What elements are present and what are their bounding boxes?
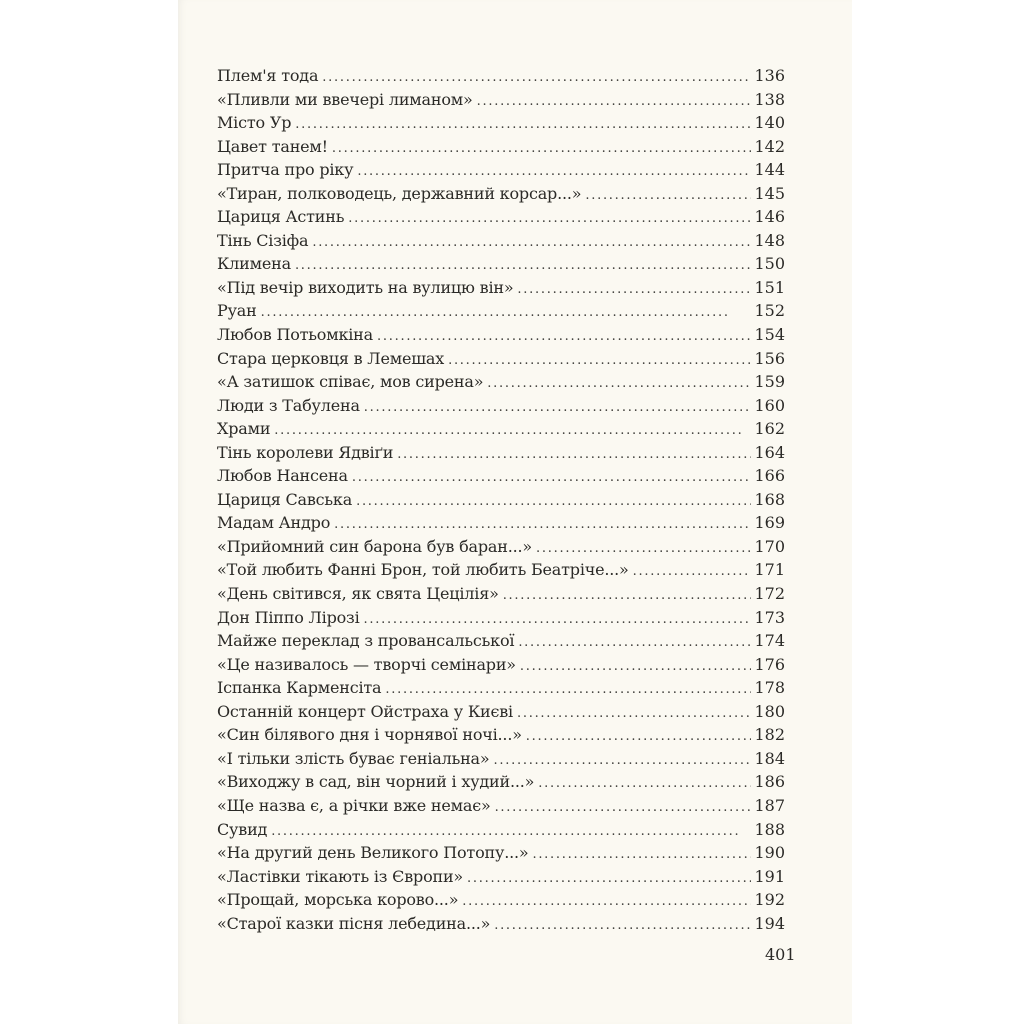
- toc-entry-page: 178: [754, 678, 785, 698]
- toc-entry: [217, 111, 785, 135]
- toc-entry: [217, 64, 785, 88]
- dot-leader: [385, 678, 751, 700]
- page-number: 401: [765, 945, 796, 964]
- toc-entry: [217, 865, 785, 889]
- dot-leader: [494, 749, 752, 771]
- dot-leader: [532, 843, 751, 865]
- toc-entry-page: 192: [754, 890, 785, 910]
- toc-entry-page: 176: [754, 654, 785, 674]
- dot-leader: [495, 796, 752, 818]
- toc-entry: [217, 888, 785, 912]
- toc-entry-title: «Під вечір виходить на вулицю він»: [217, 277, 514, 297]
- toc-entry-page: 164: [754, 442, 785, 462]
- toc-entry-title: «Тиран, полководець, державний корсар...»: [217, 183, 582, 203]
- toc-entry-page: 182: [754, 725, 785, 745]
- toc-entry: [217, 912, 785, 936]
- toc-entry-title: «На другий день Великого Потопу...»: [217, 843, 529, 863]
- toc-entry-title: Сувид: [217, 819, 268, 839]
- toc-entry: [217, 441, 785, 465]
- toc-entry: [217, 205, 785, 229]
- toc-entry: [217, 488, 785, 512]
- toc-entry: [217, 464, 785, 488]
- toc-entry-title: Люди з Табулена: [217, 395, 360, 415]
- toc-entry-page: 171: [754, 560, 785, 580]
- toc-entry-page: 184: [754, 748, 785, 768]
- dot-leader: [467, 867, 751, 889]
- toc-entry: [217, 606, 785, 630]
- toc-entry-page: 187: [754, 795, 785, 815]
- toc-entry-page: 145: [754, 183, 785, 203]
- toc-entry-title: «Син білявого дня і чорнявої ночі...»: [217, 725, 522, 745]
- toc-entry-page: 162: [754, 419, 785, 439]
- dot-leader: [364, 396, 752, 418]
- dot-leader: [477, 90, 752, 112]
- toc-entry-title: «Прийомний син барона був баран...»: [217, 536, 532, 556]
- toc-entry: [217, 370, 785, 394]
- toc-entry: [217, 511, 785, 535]
- toc-entry-page: 138: [754, 89, 785, 109]
- toc-entry-page: 172: [754, 584, 785, 604]
- toc-entry-page: 146: [754, 207, 785, 227]
- toc-entry-title: Мадам Андро: [217, 513, 331, 533]
- toc-entry: [217, 347, 785, 371]
- toc-entry-title: Майже переклад з провансальської: [217, 631, 515, 651]
- toc-entry-title: Плем'я тода: [217, 66, 319, 85]
- toc-entry: [217, 723, 785, 747]
- toc-entry-page: 150: [754, 254, 785, 274]
- toc-entry-title: Климена: [217, 254, 291, 274]
- toc-entry: [217, 653, 785, 677]
- toc-entry-page: 156: [754, 348, 785, 368]
- toc-entry-title: «А затишок співає, мов сирена»: [217, 372, 484, 392]
- toc-entry: [217, 535, 785, 559]
- toc-entry-title: «І тільки злість буває геніальна»: [217, 748, 490, 768]
- toc-entry: [217, 229, 785, 253]
- toc-entry-page: 152: [754, 301, 785, 321]
- toc-entry-title: Храми: [217, 419, 271, 439]
- toc-entry: [217, 299, 785, 323]
- toc-entry: [217, 747, 785, 771]
- dot-leader: [348, 207, 751, 229]
- toc-entry-title: Тінь королеви Ядвіґи: [217, 442, 394, 462]
- dot-leader: [261, 301, 752, 323]
- dot-leader: [352, 466, 752, 488]
- dot-leader: [295, 113, 751, 135]
- dot-leader: [377, 325, 751, 347]
- dot-leader: [356, 490, 751, 512]
- toc-entry-title: Цавет танем!: [217, 136, 328, 156]
- toc-entry-title: «Старої казки пісня лебедина...»: [217, 913, 491, 933]
- toc-entry: [217, 818, 785, 842]
- toc-entry-page: 170: [754, 536, 785, 556]
- dot-leader: [334, 513, 751, 535]
- toc-entry: [217, 770, 785, 794]
- dot-leader: [487, 372, 751, 394]
- toc-entry-title: «Виходжу в сад, він чорний і худий...»: [217, 772, 535, 792]
- toc-entry: [217, 558, 785, 582]
- dot-leader: [517, 278, 751, 300]
- dot-leader: [364, 608, 752, 630]
- toc-entry-title: Любов Нансена: [217, 466, 348, 486]
- dot-leader: [397, 443, 751, 465]
- toc-entry: [217, 323, 785, 347]
- dot-leader: [633, 560, 752, 582]
- toc-entry-title: Руан: [217, 301, 257, 321]
- dot-leader: [494, 914, 751, 936]
- dot-leader: [526, 725, 752, 747]
- toc-entry: [217, 794, 785, 818]
- toc-entry-page: 142: [754, 136, 785, 156]
- dot-leader: [503, 584, 752, 606]
- toc-entry-page: 191: [754, 866, 785, 886]
- toc-entry: [217, 394, 785, 418]
- toc-entry-page: 173: [754, 607, 785, 627]
- dot-leader: [295, 254, 752, 276]
- toc-entry-title: Іспанка Карменсіта: [217, 678, 382, 698]
- toc-entry-title: Цариця Савська: [217, 489, 353, 509]
- toc-entry-title: Тінь Сізіфа: [217, 230, 309, 250]
- toc-entry: [217, 417, 785, 441]
- toc-entry-page: 180: [754, 701, 785, 721]
- book-page: [178, 0, 852, 1024]
- toc-entry-page: 194: [754, 913, 785, 933]
- dot-leader: [274, 419, 751, 441]
- toc-entry-title: Місто Ур: [217, 113, 292, 133]
- dot-leader: [538, 772, 751, 794]
- toc-entry-page: 166: [754, 466, 785, 486]
- toc-entry-title: «Ластівки тікають із Європи»: [217, 866, 464, 886]
- toc-entry-page: 148: [754, 230, 785, 250]
- dot-leader: [332, 137, 752, 159]
- dot-leader: [585, 184, 751, 206]
- toc-entry-page: 160: [754, 395, 785, 415]
- toc-entry: [217, 158, 785, 182]
- dot-leader: [520, 655, 752, 677]
- toc-entry: [217, 88, 785, 112]
- toc-entry-page: 144: [754, 160, 785, 180]
- toc-entry-title: «День світився, як свята Цецілія»: [217, 584, 499, 604]
- toc-entry: [217, 582, 785, 606]
- toc-entry-page: 169: [754, 513, 785, 533]
- toc-entry-title: Притча про ріку: [217, 160, 354, 180]
- toc-entry-title: Дон Піппо Лірозі: [217, 607, 360, 627]
- toc-entry-page: 168: [754, 489, 785, 509]
- toc-entry-page: 151: [754, 277, 785, 297]
- toc-entry-page: 154: [754, 325, 785, 345]
- toc-entry-page: 190: [754, 843, 785, 863]
- toc-entry: [217, 182, 785, 206]
- dot-leader: [517, 702, 751, 724]
- dot-leader: [462, 890, 751, 912]
- toc-entry-title: «Ще назва є, а річки вже немає»: [217, 795, 491, 815]
- toc-entry-page: 136: [754, 66, 785, 85]
- dot-leader: [518, 631, 751, 653]
- dot-leader: [536, 537, 751, 559]
- toc-entry-title: «Той любить Фанні Брон, той любить Беатріче...»: [217, 560, 629, 580]
- toc-entry-page: 174: [754, 631, 785, 651]
- toc-entry-title: «Це називалось — творчі семінари»: [217, 654, 516, 674]
- toc-entry: [217, 629, 785, 653]
- dot-leader: [312, 231, 751, 253]
- dot-leader: [271, 820, 751, 842]
- toc-entry-title: Стара церковця в Лемешах: [217, 348, 445, 368]
- toc-entry-title: «Прощай, морська корово...»: [217, 890, 459, 910]
- toc-entry-title: «Пливли ми ввечері лиманом»: [217, 89, 473, 109]
- toc-entry: [217, 700, 785, 724]
- dot-leader: [322, 66, 751, 88]
- toc-entry-page: 159: [754, 372, 785, 392]
- toc-entry: [217, 276, 785, 300]
- dot-leader: [448, 349, 751, 371]
- dot-leader: [357, 160, 751, 182]
- toc-entry-title: Останній концерт Ойстраха у Києві: [217, 701, 513, 721]
- toc-entry: [217, 135, 785, 159]
- table-of-contents: [217, 64, 785, 935]
- toc-entry: [217, 841, 785, 865]
- toc-entry: [217, 676, 785, 700]
- toc-entry-page: 186: [754, 772, 785, 792]
- toc-entry-page: 188: [754, 819, 785, 839]
- toc-entry: [217, 252, 785, 276]
- toc-entry-title: Любов Потьомкіна: [217, 325, 373, 345]
- toc-entry-title: Цариця Астинь: [217, 207, 345, 227]
- toc-entry-page: 140: [754, 113, 785, 133]
